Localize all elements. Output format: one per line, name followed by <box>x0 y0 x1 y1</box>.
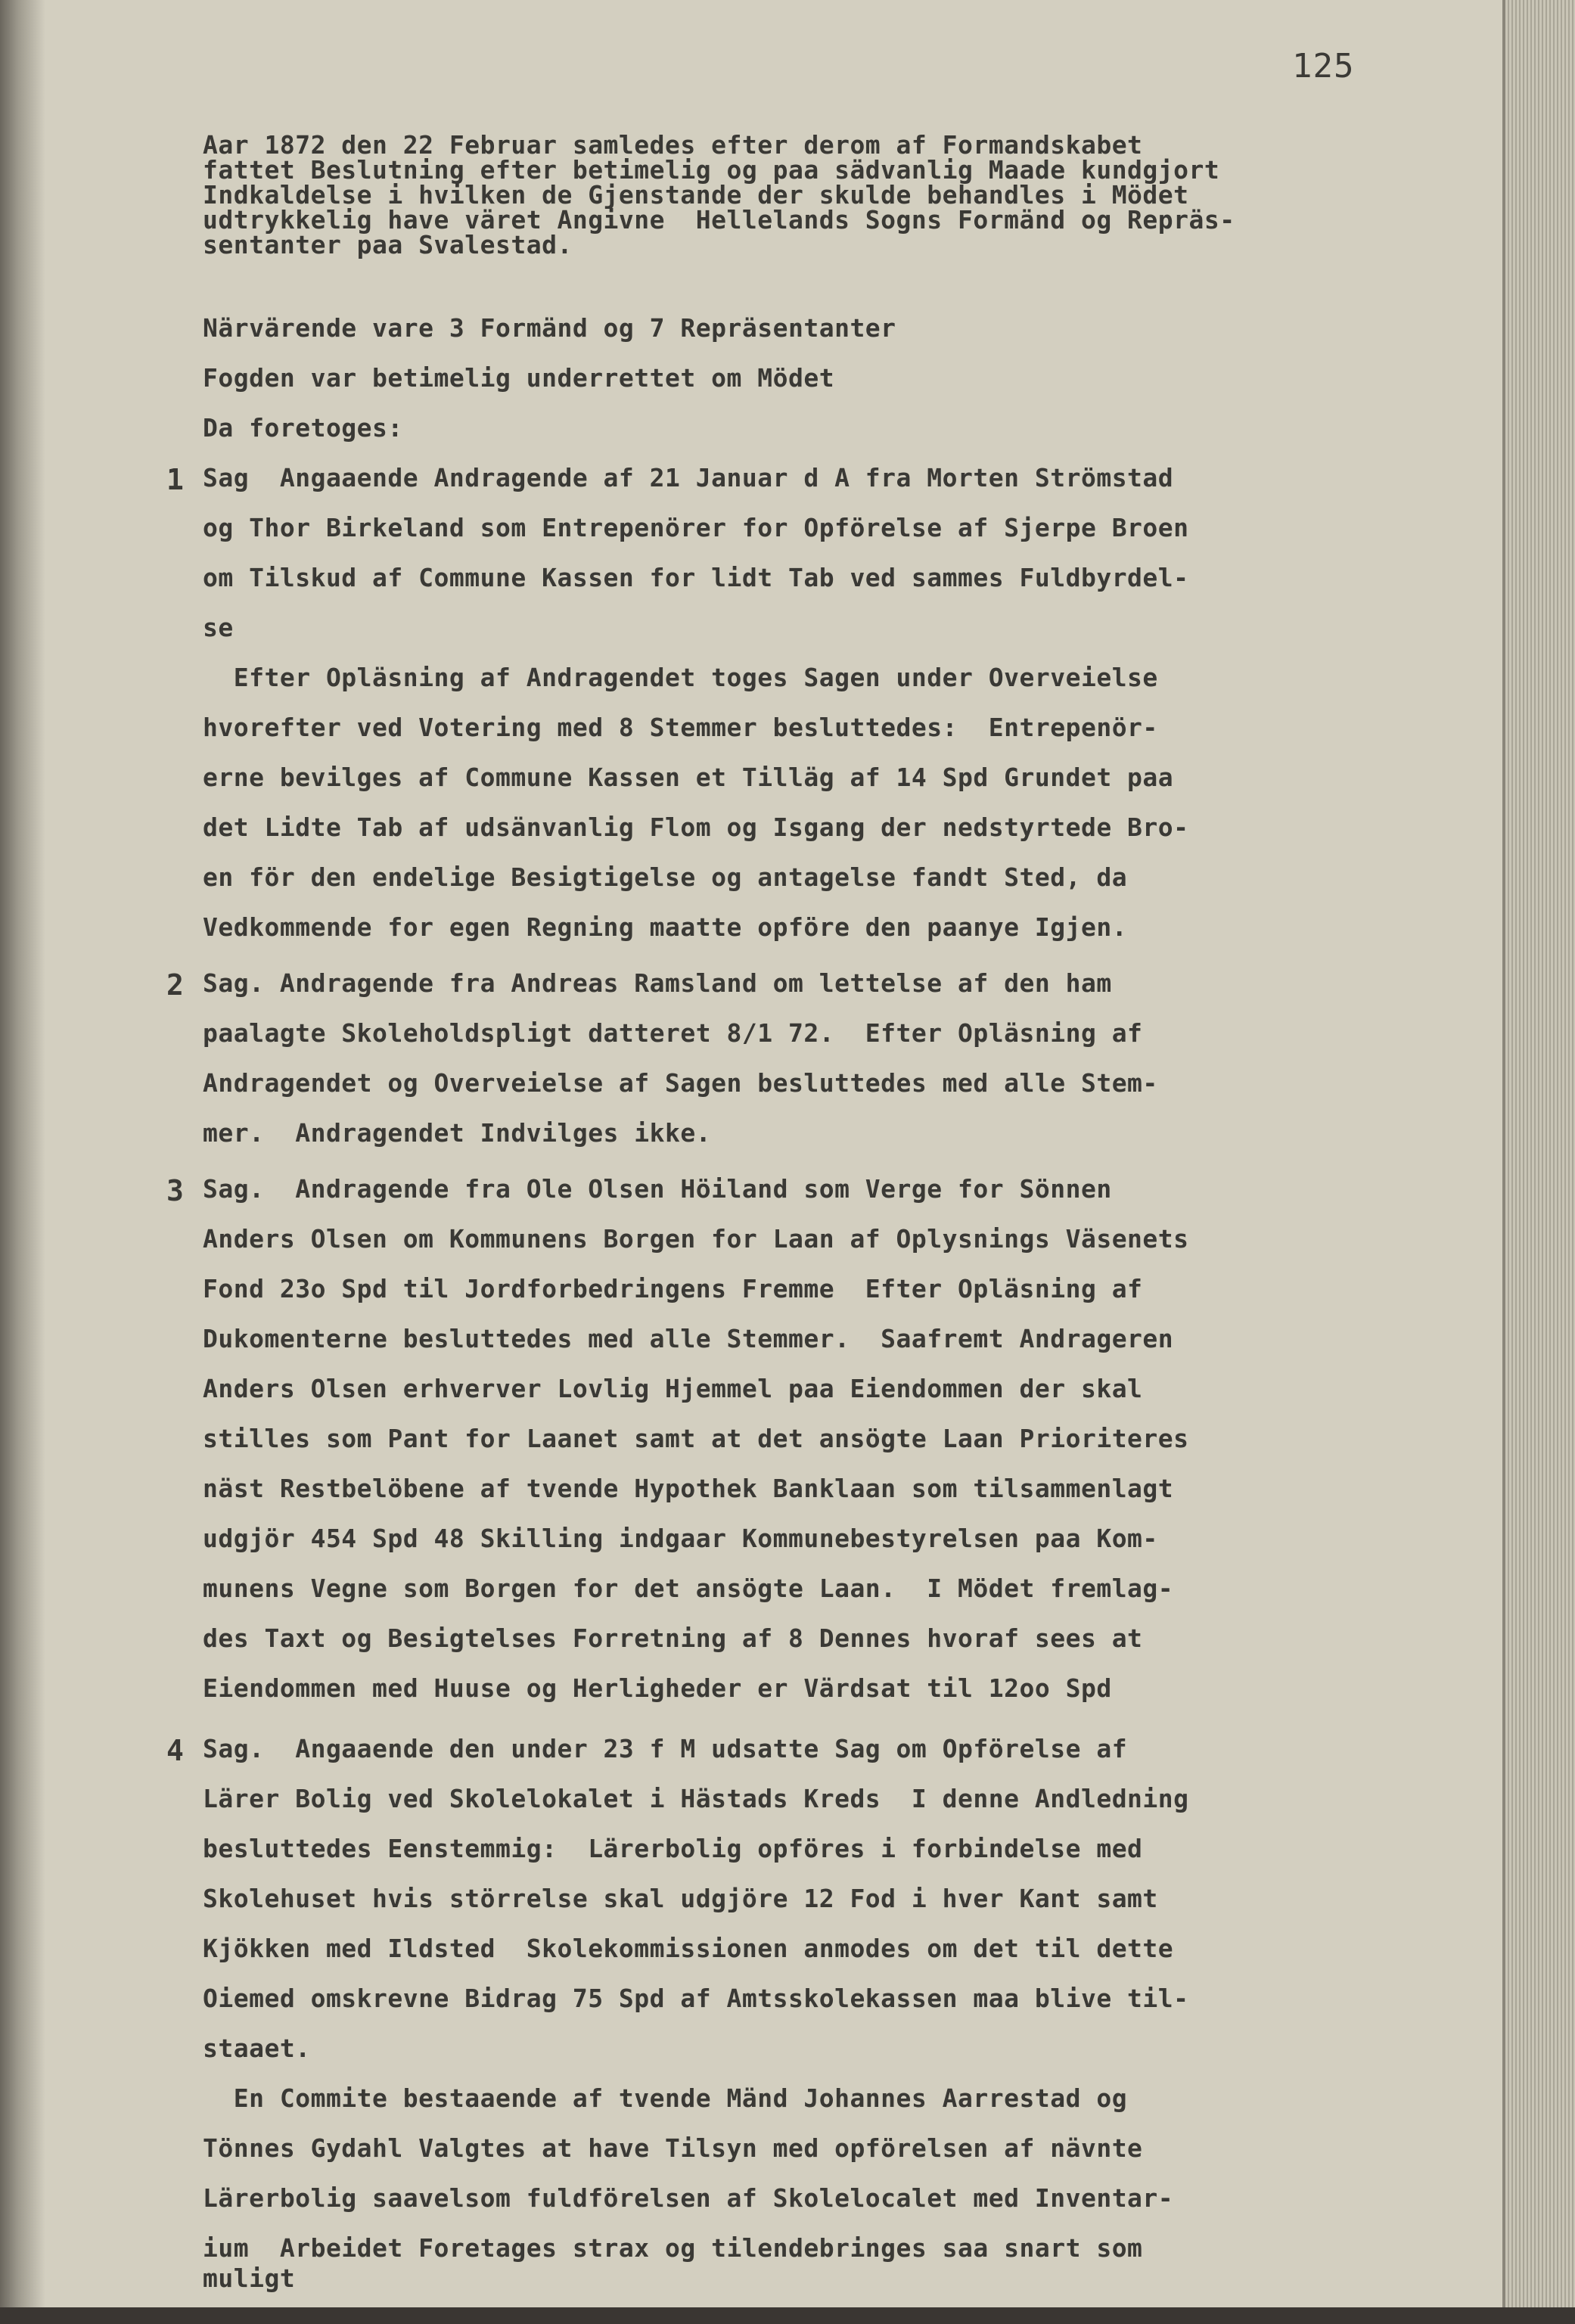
item-line: muligt <box>203 2263 296 2293</box>
item-line: se <box>203 613 234 642</box>
item-line: en för den endelige Besigtigelse og antagelse fandt Sted, da <box>203 862 1128 892</box>
item-line: En Commite bestaaende af tvende Mänd Johannes Aarrestad og <box>203 2083 1128 2113</box>
item-line: des Taxt og Besigtelses Forretning af 8 Dennes hvoraf sees at <box>203 1623 1143 1653</box>
page-number: 125 <box>1292 47 1355 85</box>
item-number: 2 <box>166 968 185 1002</box>
item-line: Anders Olsen om Kommunens Borgen for Laan af Oplysnings Väsenets <box>203 1224 1189 1254</box>
item-line: stilles som Pant for Laanet samt at det ansögte Laan Prioriteres <box>203 1424 1189 1453</box>
item-line: Sag. Andragende fra Ole Olsen Höiland som Verge for Sönnen <box>203 1174 1112 1204</box>
item-line: Sag Angaaende Andragende af 21 Januar d A fra Morten Strömstad <box>203 463 1174 492</box>
item-line: udgjör 454 Spd 48 Skilling indgaar Kommunebestyrelsen paa Kom- <box>203 1524 1158 1553</box>
item-line: Lärer Bolig ved Skolelokalet i Hästads Kreds I denne Andledning <box>203 1784 1189 1813</box>
attendance-line: Da foretoges: <box>203 413 403 443</box>
item-line: ium Arbeidet Foretages strax og tilendebringes saa snart som <box>203 2233 1143 2263</box>
item-line: staaet. <box>203 2034 311 2063</box>
item-number: 1 <box>166 463 185 496</box>
item-line: Skolehuset hvis störrelse skal udgjöre 12 Fod i hver Kant samt <box>203 1884 1158 1913</box>
intro-line: fattet Beslutning efter betimelig og paa sädvanlig Maade kundgjort <box>203 155 1220 185</box>
item-line: Kjökken med Ildsted Skolekommissionen anmodes om det til dette <box>203 1934 1174 1963</box>
item-line: paalagte Skoleholdspligt datteret 8/1 72. Efter Opläsning af <box>203 1018 1143 1048</box>
item-line: om Tilskud af Commune Kassen for lidt Tab ved sammes Fuldbyrdel- <box>203 563 1189 592</box>
item-line: hvorefter ved Votering med 8 Stemmer besluttedes: Entrepenör- <box>203 713 1158 742</box>
intro-line: udtrykkelig have väret Angivne Hellelands Sogns Formänd og Repräs- <box>203 205 1235 235</box>
intro-line: Aar 1872 den 22 Februar samledes efter derom af Formandskabet <box>203 130 1143 160</box>
item-line: Dukomenterne besluttedes med alle Stemmer. Saafremt Andrageren <box>203 1324 1174 1353</box>
item-line: Lärerbolig saavelsom fuldförelsen af Skolelocalet med Inventar- <box>203 2183 1174 2213</box>
item-line: Fond 23o Spd til Jordforbedringens Fremme Efter Opläsning af <box>203 1274 1143 1303</box>
scan-border <box>0 2307 1575 2324</box>
item-line: det Lidte Tab af udsänvanlig Flom og Isgang der nedstyrtede Bro- <box>203 812 1189 842</box>
book-page-edges <box>1502 0 1575 2324</box>
item-number: 3 <box>166 1174 185 1207</box>
item-line: Eiendommen med Huuse og Herligheder er Värdsat til 12oo Spd <box>203 1673 1112 1703</box>
item-line: Vedkommende for egen Regning maatte opföre den paanye Igjen. <box>203 912 1128 942</box>
item-line: Andragendet og Overveielse af Sagen besluttedes med alle Stem- <box>203 1068 1158 1098</box>
binding-shadow <box>0 0 45 2324</box>
attendance-line: Närvärende vare 3 Formänd og 7 Repräsentanter <box>203 313 896 343</box>
item-line: og Thor Birkeland som Entrepenörer for Opförelse af Sjerpe Broen <box>203 513 1189 542</box>
attendance-line: Fogden var betimelig underrettet om Mödet <box>203 363 835 393</box>
item-line: munens Vegne som Borgen for det ansögte Laan. I Mödet fremlag- <box>203 1574 1174 1603</box>
item-line: Tönnes Gydahl Valgtes at have Tilsyn med opförelsen af nävnte <box>203 2133 1143 2163</box>
item-number: 4 <box>166 1734 185 1767</box>
item-line: mer. Andragendet Indvilges ikke. <box>203 1118 712 1148</box>
item-line: Anders Olsen erhverver Lovlig Hjemmel paa Eiendommen der skal <box>203 1374 1143 1403</box>
intro-line: sentanter paa Svalestad. <box>203 230 573 259</box>
item-line: näst Restbelöbene af tvende Hypothek Banklaan som tilsammenlagt <box>203 1474 1174 1503</box>
intro-line: Indkaldelse i hvilken de Gjenstande der skulde behandles i Mödet <box>203 180 1189 210</box>
item-line: Efter Opläsning af Andragendet toges Sagen under Overveielse <box>203 663 1158 692</box>
item-line: besluttedes Eenstemmig: Lärerbolig opföres i forbindelse med <box>203 1834 1143 1863</box>
item-line: Oiemed omskrevne Bidrag 75 Spd af Amtsskolekassen maa blive til- <box>203 1984 1189 2013</box>
item-line: Sag. Angaaende den under 23 f M udsatte Sag om Opförelse af <box>203 1734 1128 1763</box>
item-line: erne bevilges af Commune Kassen et Tilläg af 14 Spd Grundet paa <box>203 763 1174 792</box>
item-line: Sag. Andragende fra Andreas Ramsland om lettelse af den ham <box>203 968 1112 998</box>
